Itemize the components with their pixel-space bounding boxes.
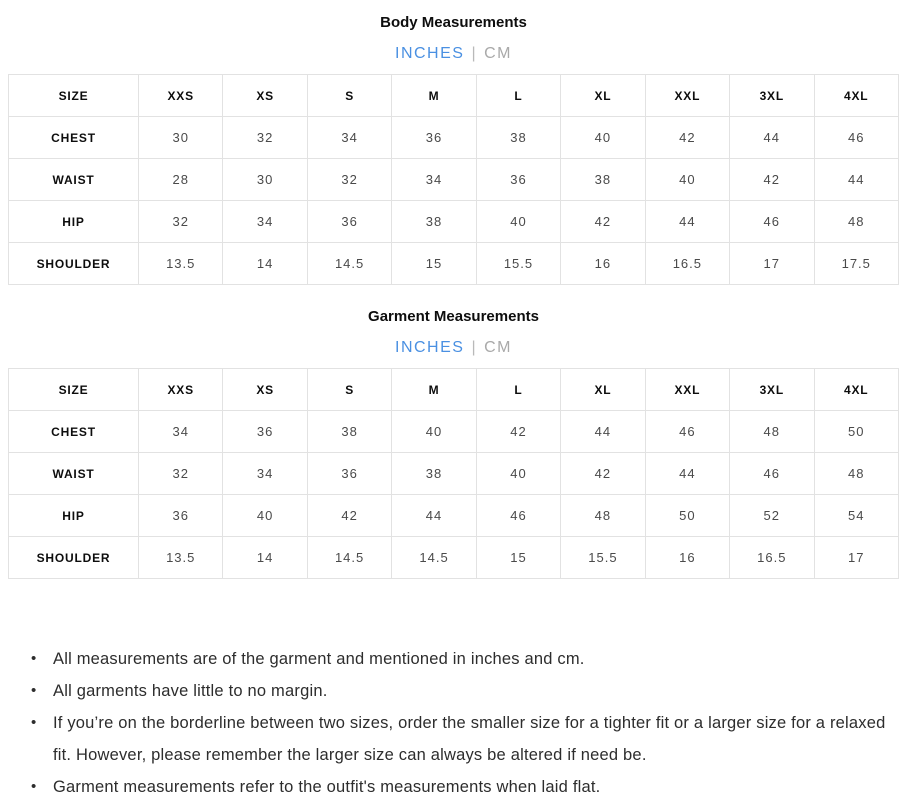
note-item: • All garments have little to no margin. [31, 675, 887, 707]
measurement-cell: 40 [223, 495, 307, 537]
measurement-cell: 14.5 [307, 537, 391, 579]
measurement-cell: 40 [476, 453, 560, 495]
size-column-header: XL [561, 369, 645, 411]
measurement-cell: 32 [139, 201, 223, 243]
note-item: • If you’re on the borderline between two sizes, order the smaller size for a tighter fit or a larger size for a relaxed fit. However, please remember the larger size can always be altered if need be. [31, 707, 887, 771]
measurement-cell: 38 [392, 453, 476, 495]
measurement-cell: 38 [392, 201, 476, 243]
measurement-cell: 46 [730, 453, 814, 495]
header-row [9, 75, 899, 117]
measurement-cell: 34 [307, 117, 391, 159]
garment-measurements-table [8, 368, 899, 579]
unit-inches-tab[interactable]: INCHES [395, 45, 465, 62]
garment-measurements-title: Garment Measurements [368, 308, 539, 325]
measurement-cell: 42 [307, 495, 391, 537]
measurement-cell: 46 [814, 117, 899, 159]
measurement-cell: 30 [223, 159, 307, 201]
measurement-cell: 46 [476, 495, 560, 537]
measurement-cell: 40 [645, 159, 729, 201]
body-measurements-section [0, 13, 907, 285]
measurement-cell: 36 [307, 201, 391, 243]
measurement-cell: 38 [307, 411, 391, 453]
size-column-header: XXL [645, 75, 729, 117]
measurement-cell: 32 [139, 453, 223, 495]
measurement-cell: 48 [561, 495, 645, 537]
measurement-cell: 44 [814, 159, 899, 201]
table-row [9, 201, 899, 243]
measurement-cell: 44 [730, 117, 814, 159]
measurement-cell: 34 [223, 201, 307, 243]
measurement-cell: 13.5 [139, 243, 223, 285]
measurement-cell: 52 [730, 495, 814, 537]
unit-cm-tab[interactable]: CM [484, 339, 512, 356]
size-column-header: XXS [139, 369, 223, 411]
row-label: HIP [9, 495, 139, 537]
table-row [9, 243, 899, 285]
measurement-cell: 34 [223, 453, 307, 495]
size-column-header: 4XL [814, 369, 899, 411]
note-item: • Garment measurements refer to the outfit's measurements when laid flat. [31, 771, 887, 803]
notes-list [31, 643, 887, 803]
measurement-cell: 36 [307, 453, 391, 495]
table-row [9, 411, 899, 453]
measurement-cell: 40 [392, 411, 476, 453]
measurement-cell: 16 [561, 243, 645, 285]
measurement-cell: 50 [645, 495, 729, 537]
measurement-cell: 17 [730, 243, 814, 285]
measurement-cell: 44 [645, 201, 729, 243]
size-column-header: XXL [645, 369, 729, 411]
size-column-header: S [307, 75, 391, 117]
unit-cm-tab[interactable]: CM [484, 45, 512, 62]
measurement-cell: 28 [139, 159, 223, 201]
measurement-cell: 14 [223, 243, 307, 285]
measurement-cell: 46 [730, 201, 814, 243]
measurement-cell: 15 [476, 537, 560, 579]
unit-separator: | [471, 339, 478, 356]
measurement-cell: 40 [476, 201, 560, 243]
row-label: WAIST [9, 453, 139, 495]
table-row [9, 495, 899, 537]
table-row [9, 453, 899, 495]
row-label: CHEST [9, 117, 139, 159]
garment-measurements-section [0, 307, 907, 579]
size-column-header: L [476, 369, 560, 411]
measurement-cell: 14 [223, 537, 307, 579]
measurement-cell: 34 [139, 411, 223, 453]
size-column-header: M [392, 75, 476, 117]
measurement-cell: 38 [561, 159, 645, 201]
measurement-cell: 44 [645, 453, 729, 495]
measurement-cell: 42 [730, 159, 814, 201]
measurement-cell: 36 [476, 159, 560, 201]
measurement-cell: 50 [814, 411, 899, 453]
size-column-header: XL [561, 75, 645, 117]
size-column-header: 3XL [730, 369, 814, 411]
measurement-cell: 16 [645, 537, 729, 579]
size-column-header: L [476, 75, 560, 117]
size-corner-header: SIZE [9, 75, 139, 117]
measurement-cell: 46 [645, 411, 729, 453]
size-corner-header: SIZE [9, 369, 139, 411]
measurement-cell: 16.5 [645, 243, 729, 285]
measurement-cell: 34 [392, 159, 476, 201]
body-unit-toggle [0, 44, 907, 64]
measurement-cell: 14.5 [392, 537, 476, 579]
table-row [9, 159, 899, 201]
measurement-cell: 40 [561, 117, 645, 159]
size-column-header: XS [223, 369, 307, 411]
measurement-cell: 14.5 [307, 243, 391, 285]
size-column-header: XS [223, 75, 307, 117]
measurement-cell: 15 [392, 243, 476, 285]
note-item: • All measurements are of the garment and mentioned in inches and cm. [31, 643, 887, 675]
measurement-cell: 42 [645, 117, 729, 159]
measurement-cell: 42 [561, 201, 645, 243]
unit-inches-tab[interactable]: INCHES [395, 339, 465, 356]
measurement-cell: 30 [139, 117, 223, 159]
measurement-cell: 42 [476, 411, 560, 453]
measurement-cell: 42 [561, 453, 645, 495]
row-label: HIP [9, 201, 139, 243]
measurement-cell: 54 [814, 495, 899, 537]
measurement-cell: 32 [223, 117, 307, 159]
size-column-header: 4XL [814, 75, 899, 117]
header-row [9, 369, 899, 411]
size-column-header: 3XL [730, 75, 814, 117]
row-label: WAIST [9, 159, 139, 201]
size-column-header: XXS [139, 75, 223, 117]
measurement-cell: 36 [223, 411, 307, 453]
measurement-cell: 38 [476, 117, 560, 159]
size-column-header: S [307, 369, 391, 411]
measurement-cell: 36 [139, 495, 223, 537]
measurement-cell: 32 [307, 159, 391, 201]
measurement-cell: 17 [814, 537, 899, 579]
measurement-cell: 13.5 [139, 537, 223, 579]
measurement-cell: 48 [814, 201, 899, 243]
size-chart-page [0, 13, 907, 803]
garment-unit-toggle [0, 338, 907, 358]
measurement-cell: 16.5 [730, 537, 814, 579]
row-label: SHOULDER [9, 537, 139, 579]
body-measurements-table [8, 74, 899, 285]
measurement-cell: 15.5 [476, 243, 560, 285]
measurement-cell: 15.5 [561, 537, 645, 579]
table-row [9, 537, 899, 579]
measurement-cell: 48 [814, 453, 899, 495]
measurement-cell: 17.5 [814, 243, 899, 285]
row-label: CHEST [9, 411, 139, 453]
measurement-cell: 48 [730, 411, 814, 453]
measurement-cell: 44 [561, 411, 645, 453]
row-label: SHOULDER [9, 243, 139, 285]
unit-separator: | [471, 45, 478, 62]
size-column-header: M [392, 369, 476, 411]
table-row [9, 117, 899, 159]
measurement-cell: 44 [392, 495, 476, 537]
body-measurements-title: Body Measurements [380, 14, 527, 31]
measurement-cell: 36 [392, 117, 476, 159]
